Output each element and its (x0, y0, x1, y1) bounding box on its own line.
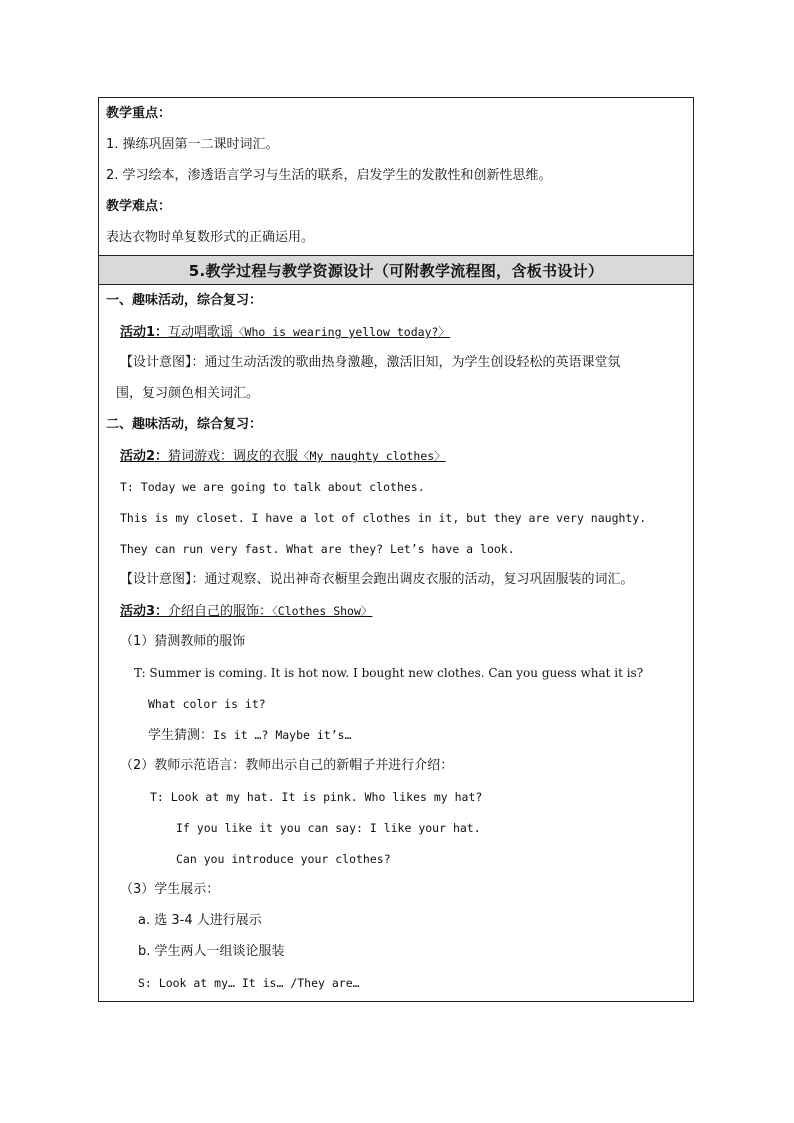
part1-intent-text1: ：通过生动活泼的歌曲热身激趣，激活旧知，为学生创设轻松的英语课堂氛 (191, 355, 621, 370)
activity2-name: 猜词游戏：调皮的衣服 (168, 449, 299, 464)
step1-teacher-line2: What color is it? (148, 697, 266, 711)
lesson-plan-table (98, 97, 694, 1002)
activity3-line (120, 603, 372, 620)
key-point-item-2: 2. 学习绘本，渗透语言学习与生活的联系，启发学生的发散性和创新性思维。 (106, 168, 552, 183)
step1-student-label: 学生猜测： (148, 728, 214, 743)
step3-heading: （3）学生展示： (120, 882, 220, 897)
part2-intent-label: 【设计意图】 (120, 572, 192, 587)
part2-heading: 二、趣味活动，综合复习： (106, 417, 263, 432)
step2-line-1: T: Look at my hat. It is pink. Who likes my hat? (150, 790, 483, 804)
activity2-line (120, 448, 446, 465)
activity2-title: 〈My naughty clothes〉 (298, 449, 446, 463)
dialogue-line-2: This is my closet. I have a lot of clothes in it, but they are very naughty. (120, 511, 647, 525)
activity1-name: 互动唱歌谣 (168, 325, 234, 340)
section5-title: 5.教学过程与教学资源设计（可附教学流程图，含板书设计） (99, 255, 693, 285)
step3-s-line: S: Look at my… It is… /They are… (138, 976, 360, 990)
step2-heading: （2）教师示范语言：教师出示自己的新帽子并进行介绍： (120, 758, 454, 773)
step1-student-line (148, 727, 352, 744)
step1-student-text: Is it …? Maybe it’s… (213, 728, 352, 742)
step2-line-3: Can you introduce your clothes? (176, 852, 391, 866)
activity1-label: 活动1： (120, 325, 169, 340)
part1-intent-line1 (120, 355, 621, 371)
dialogue-line-1: T: Today we are going to talk about clothes. (120, 480, 425, 494)
activity3-name: 介绍自己的服饰： (168, 604, 273, 619)
teaching-process-section (99, 285, 693, 1001)
activity3-title: 〈Clothes Show〉 (272, 604, 373, 618)
step3-item-b: b. 学生两人一组谈论服装 (138, 944, 285, 959)
key-points-heading: 教学重点： (106, 106, 172, 121)
activity1-line (120, 324, 450, 341)
part1-intent-line2: 围，复习颜色相关词汇。 (116, 386, 260, 401)
difficulties-text: 表达衣物时单复数形式的正确运用。 (106, 230, 315, 245)
part1-heading: 一、趣味活动，综合复习： (106, 293, 263, 308)
step1-heading: （1）猜测教师的服饰 (120, 634, 246, 649)
part2-intent-text: ：通过观察、说出神奇衣橱里会跑出调皮衣服的活动，复习巩固服装的词汇。 (191, 572, 634, 587)
activity3-label: 活动3： (120, 604, 169, 619)
step2-line-2: If you like it you can say: I like your hat. (176, 821, 481, 835)
part2-intent (120, 572, 634, 588)
dialogue-line-3: They can run very fast. What are they? Let’s have a look. (120, 542, 515, 556)
key-points-section (99, 98, 693, 255)
activity2-label: 活动2： (120, 449, 169, 464)
difficulties-heading: 教学难点： (106, 199, 172, 214)
part1-intent-label: 【设计意图】 (120, 355, 192, 370)
step3-item-a: a. 选 3-4 人进行展示 (138, 913, 262, 928)
activity1-title: 〈Who is wearing yellow today?〉 (233, 325, 450, 339)
step1-teacher-line1: T: Summer is coming. It is hot now. I bought new clothes. Can you guess what it is? (134, 666, 644, 680)
key-point-item-1: 1. 操练巩固第一二课时词汇。 (106, 137, 279, 152)
